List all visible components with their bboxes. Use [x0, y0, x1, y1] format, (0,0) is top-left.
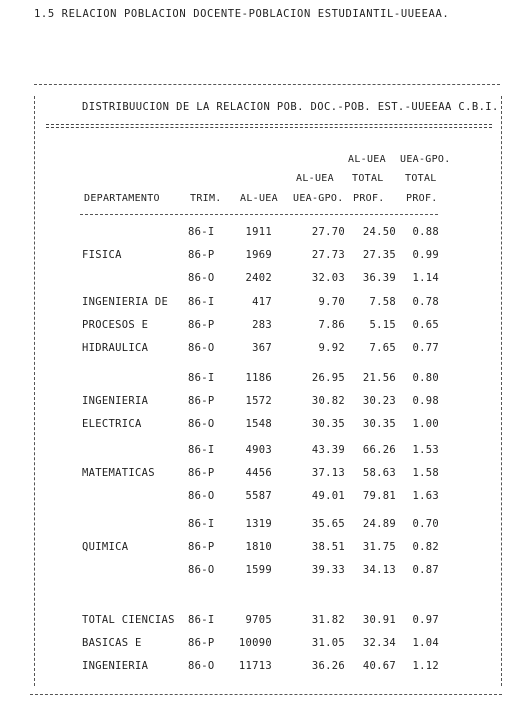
cell-trim: 86-P [188, 541, 215, 553]
cell-trim: 86-P [188, 319, 215, 331]
cell-uea-gpo-total: 1.53 [412, 444, 439, 456]
department-name-line: ELECTRICA [82, 418, 142, 430]
cell-al-uea-total: 66.26 [362, 444, 396, 456]
header-rule [80, 214, 438, 215]
department-name-line: TOTAL CIENCIAS [82, 614, 175, 626]
cell-trim: 86-I [188, 444, 215, 456]
cell-uea-gpo-total: 0.98 [412, 395, 439, 407]
department-name-line: INGENIERIA DE [82, 296, 169, 308]
department-name-line: MATEMATICAS [82, 467, 155, 479]
header-al-uea-gpo-line2: UEA-GPO. [293, 193, 344, 204]
cell-trim: 86-O [188, 490, 215, 502]
cell-al-uea-gpo: 31.05 [311, 637, 345, 649]
cell-al-uea-total: 24.50 [362, 226, 396, 238]
cell-trim: 86-P [188, 395, 215, 407]
cell-al-uea: 367 [252, 342, 272, 354]
cell-uea-gpo-total: 1.58 [412, 467, 439, 479]
cell-trim: 86-O [188, 418, 215, 430]
cell-al-uea-total: 36.39 [362, 272, 396, 284]
department-name-line: INGENIERIA [82, 395, 149, 407]
cell-al-uea-gpo: 39.33 [311, 564, 345, 576]
header-al-uea-total-line2: TOTAL [352, 173, 384, 184]
header-al-uea-total-line3: PROF. [353, 193, 385, 204]
cell-al-uea-total: 24.89 [362, 518, 396, 530]
cell-uea-gpo-total: 0.99 [412, 249, 439, 261]
cell-uea-gpo-total: 0.70 [412, 518, 439, 530]
cell-trim: 86-I [188, 518, 215, 530]
cell-al-uea-total: 30.35 [362, 418, 396, 430]
cell-al-uea-gpo: 9.70 [318, 296, 345, 308]
cell-al-uea-gpo: 30.82 [311, 395, 345, 407]
cell-uea-gpo-total: 0.88 [412, 226, 439, 238]
cell-al-uea-gpo: 32.03 [311, 272, 345, 284]
header-uea-gpo-total-line1: UEA-GPO. [400, 154, 451, 165]
cell-al-uea: 1548 [245, 418, 272, 430]
cell-al-uea: 1969 [245, 249, 272, 261]
cell-al-uea-gpo: 37.13 [311, 467, 345, 479]
cell-trim: 86-I [188, 296, 215, 308]
department-name-line: HIDRAULICA [82, 342, 149, 354]
cell-trim: 86-O [188, 342, 215, 354]
header-uea-gpo-total-line3: PROF. [406, 193, 438, 204]
cell-uea-gpo-total: 0.65 [412, 319, 439, 331]
cell-trim: 86-P [188, 637, 215, 649]
cell-al-uea-gpo: 49.01 [311, 490, 345, 502]
cell-trim: 86-O [188, 660, 215, 672]
department-name-line: FISICA [82, 249, 122, 261]
frame-left-dash [34, 96, 36, 686]
header-uea-gpo-total-line2: TOTAL [405, 173, 437, 184]
cell-al-uea-total: 7.58 [369, 296, 396, 308]
cell-trim: 86-I [188, 372, 215, 384]
cell-uea-gpo-total: 0.82 [412, 541, 439, 553]
cell-al-uea: 1911 [245, 226, 272, 238]
cell-al-uea-gpo: 30.35 [311, 418, 345, 430]
cell-uea-gpo-total: 0.78 [412, 296, 439, 308]
cell-al-uea-gpo: 43.39 [311, 444, 345, 456]
cell-al-uea: 10090 [238, 637, 272, 649]
cell-al-uea: 11713 [238, 660, 272, 672]
department-name-line: INGENIERIA [82, 660, 149, 672]
cell-al-uea-gpo: 26.95 [311, 372, 345, 384]
header-al-uea-total-line1: AL-UEA [348, 154, 386, 165]
cell-al-uea-total: 40.67 [362, 660, 396, 672]
cell-al-uea: 4456 [245, 467, 272, 479]
cell-al-uea: 1319 [245, 518, 272, 530]
cell-al-uea-gpo: 35.65 [311, 518, 345, 530]
department-name-line: QUIMICA [82, 541, 129, 553]
cell-trim: 86-P [188, 467, 215, 479]
department-name-line: BASICAS E [82, 637, 142, 649]
cell-al-uea-gpo: 31.82 [311, 614, 345, 626]
cell-uea-gpo-total: 1.63 [412, 490, 439, 502]
page-heading: 1.5 RELACION POBLACION DOCENTE-POBLACION ESTUDIANTIL-UUEEAA. [34, 8, 450, 20]
table-title: DISTRIBUUCION DE LA RELACION POB. DOC.-POB. EST.-UUEEAA C.B.I. [82, 101, 499, 113]
header-departamento: DEPARTAMENTO [84, 193, 160, 204]
cell-al-uea: 283 [252, 319, 272, 331]
cell-al-uea-total: 31.75 [362, 541, 396, 553]
frame-bottom-dash [30, 694, 502, 695]
cell-al-uea-gpo: 7.86 [318, 319, 345, 331]
cell-al-uea-total: 34.13 [362, 564, 396, 576]
cell-al-uea-total: 27.35 [362, 249, 396, 261]
cell-uea-gpo-total: 0.87 [412, 564, 439, 576]
cell-al-uea-gpo: 38.51 [311, 541, 345, 553]
header-al-uea-gpo-line1: AL-UEA [296, 173, 334, 184]
cell-al-uea-gpo: 27.70 [311, 226, 345, 238]
cell-al-uea-total: 79.81 [362, 490, 396, 502]
cell-al-uea: 9705 [245, 614, 272, 626]
cell-al-uea: 1810 [245, 541, 272, 553]
cell-al-uea-total: 30.23 [362, 395, 396, 407]
cell-trim: 86-I [188, 614, 215, 626]
cell-al-uea: 4903 [245, 444, 272, 456]
cell-al-uea: 1599 [245, 564, 272, 576]
cell-al-uea-total: 7.65 [369, 342, 396, 354]
cell-uea-gpo-total: 1.14 [412, 272, 439, 284]
cell-uea-gpo-total: 0.97 [412, 614, 439, 626]
frame-right-dash [501, 96, 503, 686]
title-double-rule [46, 124, 492, 128]
header-al-uea: AL-UEA [240, 193, 278, 204]
cell-uea-gpo-total: 1.12 [412, 660, 439, 672]
cell-al-uea: 5587 [245, 490, 272, 502]
cell-uea-gpo-total: 1.00 [412, 418, 439, 430]
department-name-line: PROCESOS E [82, 319, 149, 331]
cell-al-uea-total: 32.34 [362, 637, 396, 649]
cell-trim: 86-O [188, 564, 215, 576]
cell-uea-gpo-total: 0.77 [412, 342, 439, 354]
frame-top-dash [34, 84, 500, 85]
cell-al-uea: 1186 [245, 372, 272, 384]
cell-al-uea-total: 30.91 [362, 614, 396, 626]
cell-trim: 86-I [188, 226, 215, 238]
header-trim: TRIM. [190, 193, 222, 204]
cell-al-uea: 417 [252, 296, 272, 308]
cell-trim: 86-O [188, 272, 215, 284]
cell-al-uea-total: 58.63 [362, 467, 396, 479]
cell-trim: 86-P [188, 249, 215, 261]
cell-al-uea-total: 21.56 [362, 372, 396, 384]
cell-al-uea-gpo: 36.26 [311, 660, 345, 672]
cell-al-uea-total: 5.15 [369, 319, 396, 331]
cell-al-uea: 1572 [245, 395, 272, 407]
cell-al-uea: 2402 [245, 272, 272, 284]
cell-uea-gpo-total: 0.80 [412, 372, 439, 384]
cell-uea-gpo-total: 1.04 [412, 637, 439, 649]
cell-al-uea-gpo: 27.73 [311, 249, 345, 261]
cell-al-uea-gpo: 9.92 [318, 342, 345, 354]
